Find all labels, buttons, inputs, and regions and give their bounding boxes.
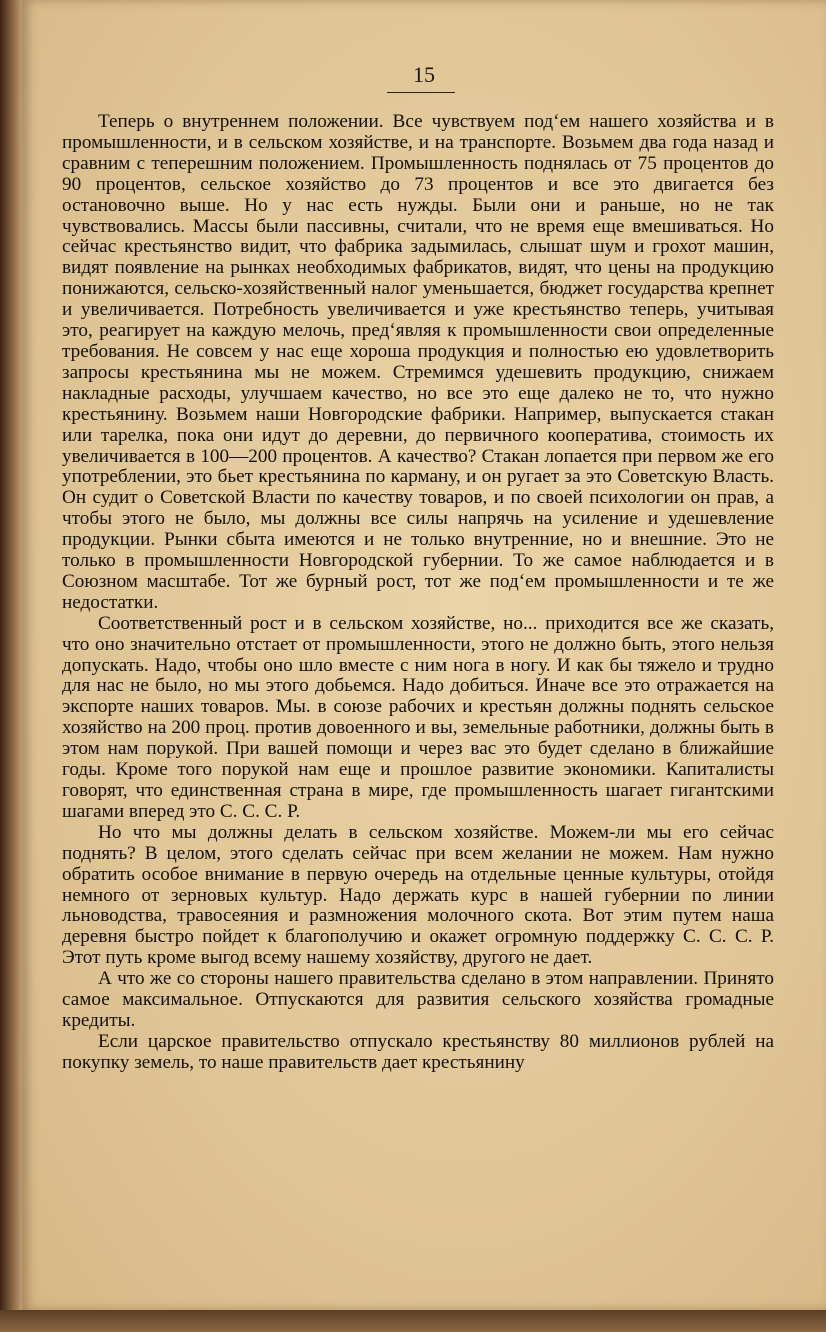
paragraph-internal-situation: Теперь о внутреннем положении. Все чувствуем под‘ем нашего хозяйства и в промышленности, и в сельском хозяйстве, и на транспорте. Возьмем два года назад и сравним с теперешним положением. Промышленность поднялась от 75 процентов до 90 процентов, сельское хозяйство до 73 процентов и все это двигается без остановочно выше. Но у нас есть нужды. Были они и раньше, но не так чувствовались. Массы были пассивны, считали, что не время еще вмешиваться. Но сейчас крестьянство видит, что фабрика задымилась, слышат шум и грохот машин, видят появление на рынках необходимых фабрикатов, видят, что цены на продукцию понижаются, сельско-хозяйственный налог уменьшается, бюджет государства крепнет и увеличивается. Потребность увеличивается и уже крестьянство теперь, учитывая это, реагирует на каждую мелочь, пред‘являя к промышленности свои определенные требования. Не совсем у нас еще хороша продукция и полностью ею удовлетворить запросы крестьянина мы не можем. Стремимся удешевить продукцию, снижаем накладные расходы, улучшаем качество, но все это еще далеко не то, что нужно крестьянину. Возьмем наши Новгородские фабрики. Например, выпускается стакан или тарелка, пока они идут до деревни, до первичного кооператива, стоимость их увеличивается в 100—200 процентов. А качество? Стакан лопается при первом же его употреблении, это бьет крестьянина по карману, и он ругает за это Советскую Власть. Он судит о Советской Власти по качеству товаров, и по своей психологии он прав, а чтобы этого не было, мы должны все силы напрячь на усиление и удешевление продукции. Рынки сбыта имеются и не только внутренние, но и внешние. Это не только в промышленности Новгородской губернии. То же самое наблюдается и в Союзном масштабе. Тот же бурный рост, тот же под‘ем промышленности и те же недостатки. (62, 111, 774, 613)
page-number-rule (387, 92, 455, 93)
body-text (62, 112, 774, 1074)
page-number: 15 (413, 62, 435, 87)
paragraph-tsarist-comparison: Если царское правительство отпускало крестьянству 80 миллионов рублей на покупку земель, то наше правительств дает крестьянину (62, 1030, 774, 1073)
paragraph-what-to-do: Но что мы должны делать в сельском хозяйстве. Можем-ли мы его сейчас поднять? В целом, этого сделать сейчас при всем желании не можем. Нам нужно обратить особое внимание в первую очередь на отдельные ценные культуры, отойдя немного от зерновых культур. Надо держать курс в нашей губернии по линии льноводства, травосеяния и размножения молочного скота. Вот этим путем наша деревня быстро пойдет к благополучию и окажет огромную поддержку С. С. С. Р. Этот путь кроме выгод всему нашему хозяйству, другого не дает. (62, 821, 774, 969)
paragraph-government-measures: А что же со стороны нашего правительства сделано в этом направлении. Принято самое максимальное. Отпускаются для развития сельского хозяйства громадные кредиты. (62, 968, 774, 1031)
book-spine (0, 0, 24, 1332)
book-page (22, 0, 826, 1310)
paragraph-agriculture-growth: Соответственный рост и в сельском хозяйстве, но... приходится все же сказать, что оно значительно отстает от промышленности, этого не должно быть, этого нельзя допускать. Надо, чтобы оно шло вместе с ним нога в ногу. И как бы тяжело и трудно для нас не было, но мы этого добьемся. Надо добиться. Иначе все это отражается на экспорте наших товаров. Мы. в союзе рабочих и крестьян должны поднять сельское хозяйство на 200 проц. против довоенного и вы, земельные работники, должны быть в этом нам порукой. При вашей помощи и через вас это будет сделано в ближайшие годы. Кроме того порукой нам еще и прошлое развитие экономики. Капиталисты говорят, что единственная страна в мире, где промышленность шагает гигантскими шагами вперед это С. С. С. Р. (62, 612, 774, 822)
page-bottom-edge (0, 1310, 826, 1332)
